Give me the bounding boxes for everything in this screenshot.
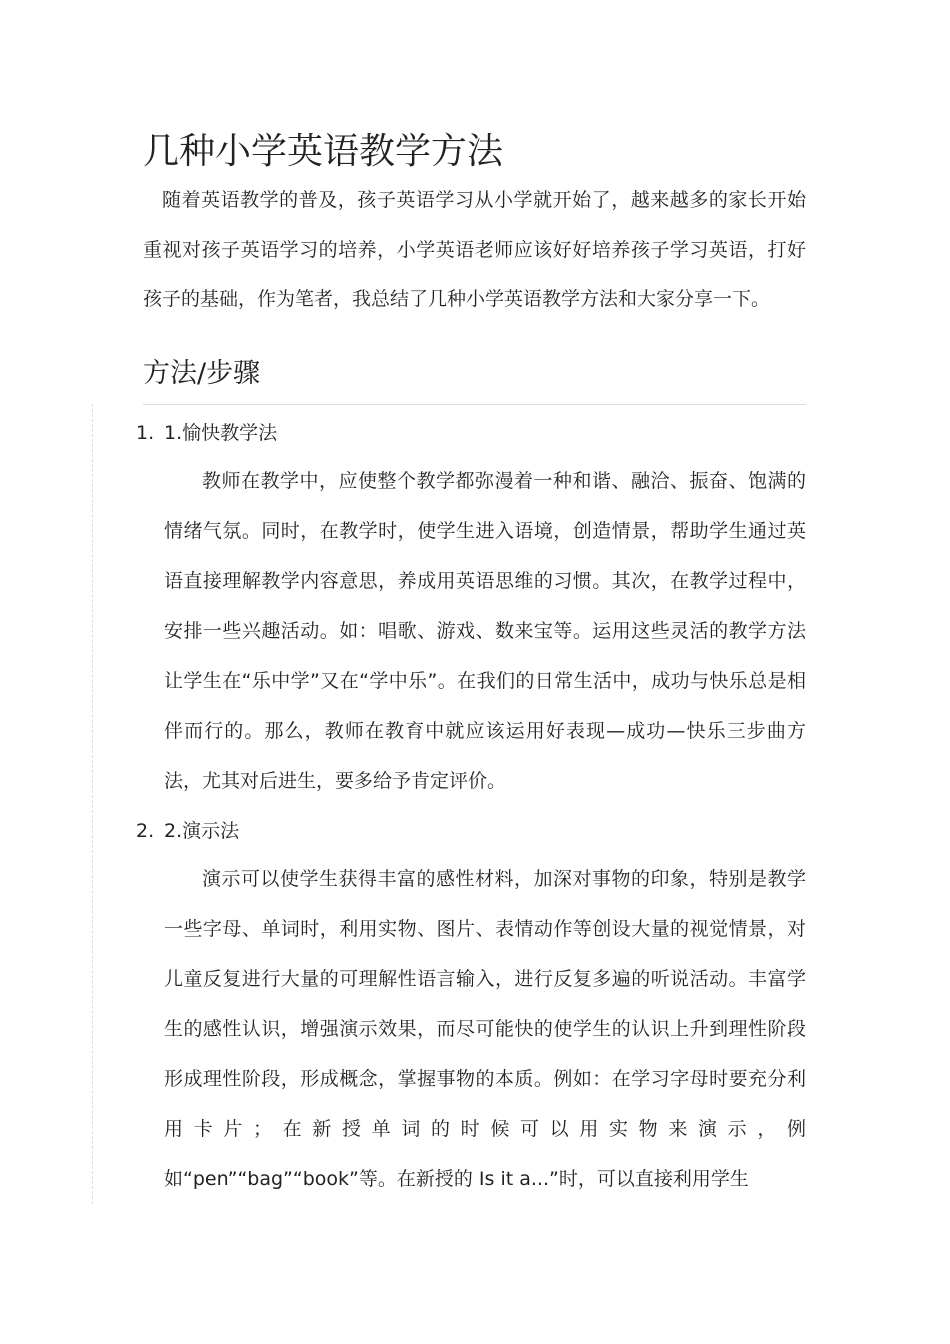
step-number: 2. <box>136 820 155 842</box>
section-heading: 方法/步骤 <box>143 358 261 389</box>
step-title: 2.演示法 <box>164 820 240 842</box>
step-number: 1. <box>136 422 155 444</box>
page-title: 几种小学英语教学方法 <box>143 131 504 172</box>
step-body: 教师在教学中，应使整个教学都弥漫着一种和谐、融洽、振奋、饱满的情绪气氛。同时，在教学时，使学生进入语境，创造情景，帮助学生通过英语直接理解教学内容意思，养成用英语思维的习惯。其次，在教学过程中，安排一些兴趣活动。如：唱歌、游戏、数来宝等。运用这些灵活的教学方法让学生在“乐中学”又在“学中乐”。在我们的日常生活中，成功与快乐总是相伴而行的。那么，教师在教育中就应该运用好表现—成功—快乐三步曲方法，尤其对后进生，要多给予肯定评价。 <box>164 470 806 792</box>
steps-side-rule <box>92 404 93 1204</box>
section-divider <box>143 404 806 405</box>
step-body: 演示可以使学生获得丰富的感性材料，加深对事物的印象，特别是教学一些字母、单词时，利用实物、图片、表情动作等创设大量的视觉情景，对儿童反复进行大量的可理解性语言输入，进行反复多遍的听说活动。丰富学生的感性认识，增强演示效果，而尽可能快的使学生的认识上升到理性阶段形成理性阶段，形成概念，掌握事物的本质。例如：在学习字母时要充分利用卡片；在新授单词的时候可以用实物来演示，例如“pen”“bag”“book”等。在新授的 Is it a...”时，可以直接利用学生 <box>164 868 806 1190</box>
step-title: 1.愉快教学法 <box>164 422 278 444</box>
intro-paragraph: 随着英语教学的普及，孩子英语学习从小学就开始了，越来越多的家长开始重视对孩子英语学习的培养，小学英语老师应该好好培养孩子学习英语，打好孩子的基础，作为笔者，我总结了几种小学英语教学方法和大家分享一下。 <box>143 189 806 310</box>
